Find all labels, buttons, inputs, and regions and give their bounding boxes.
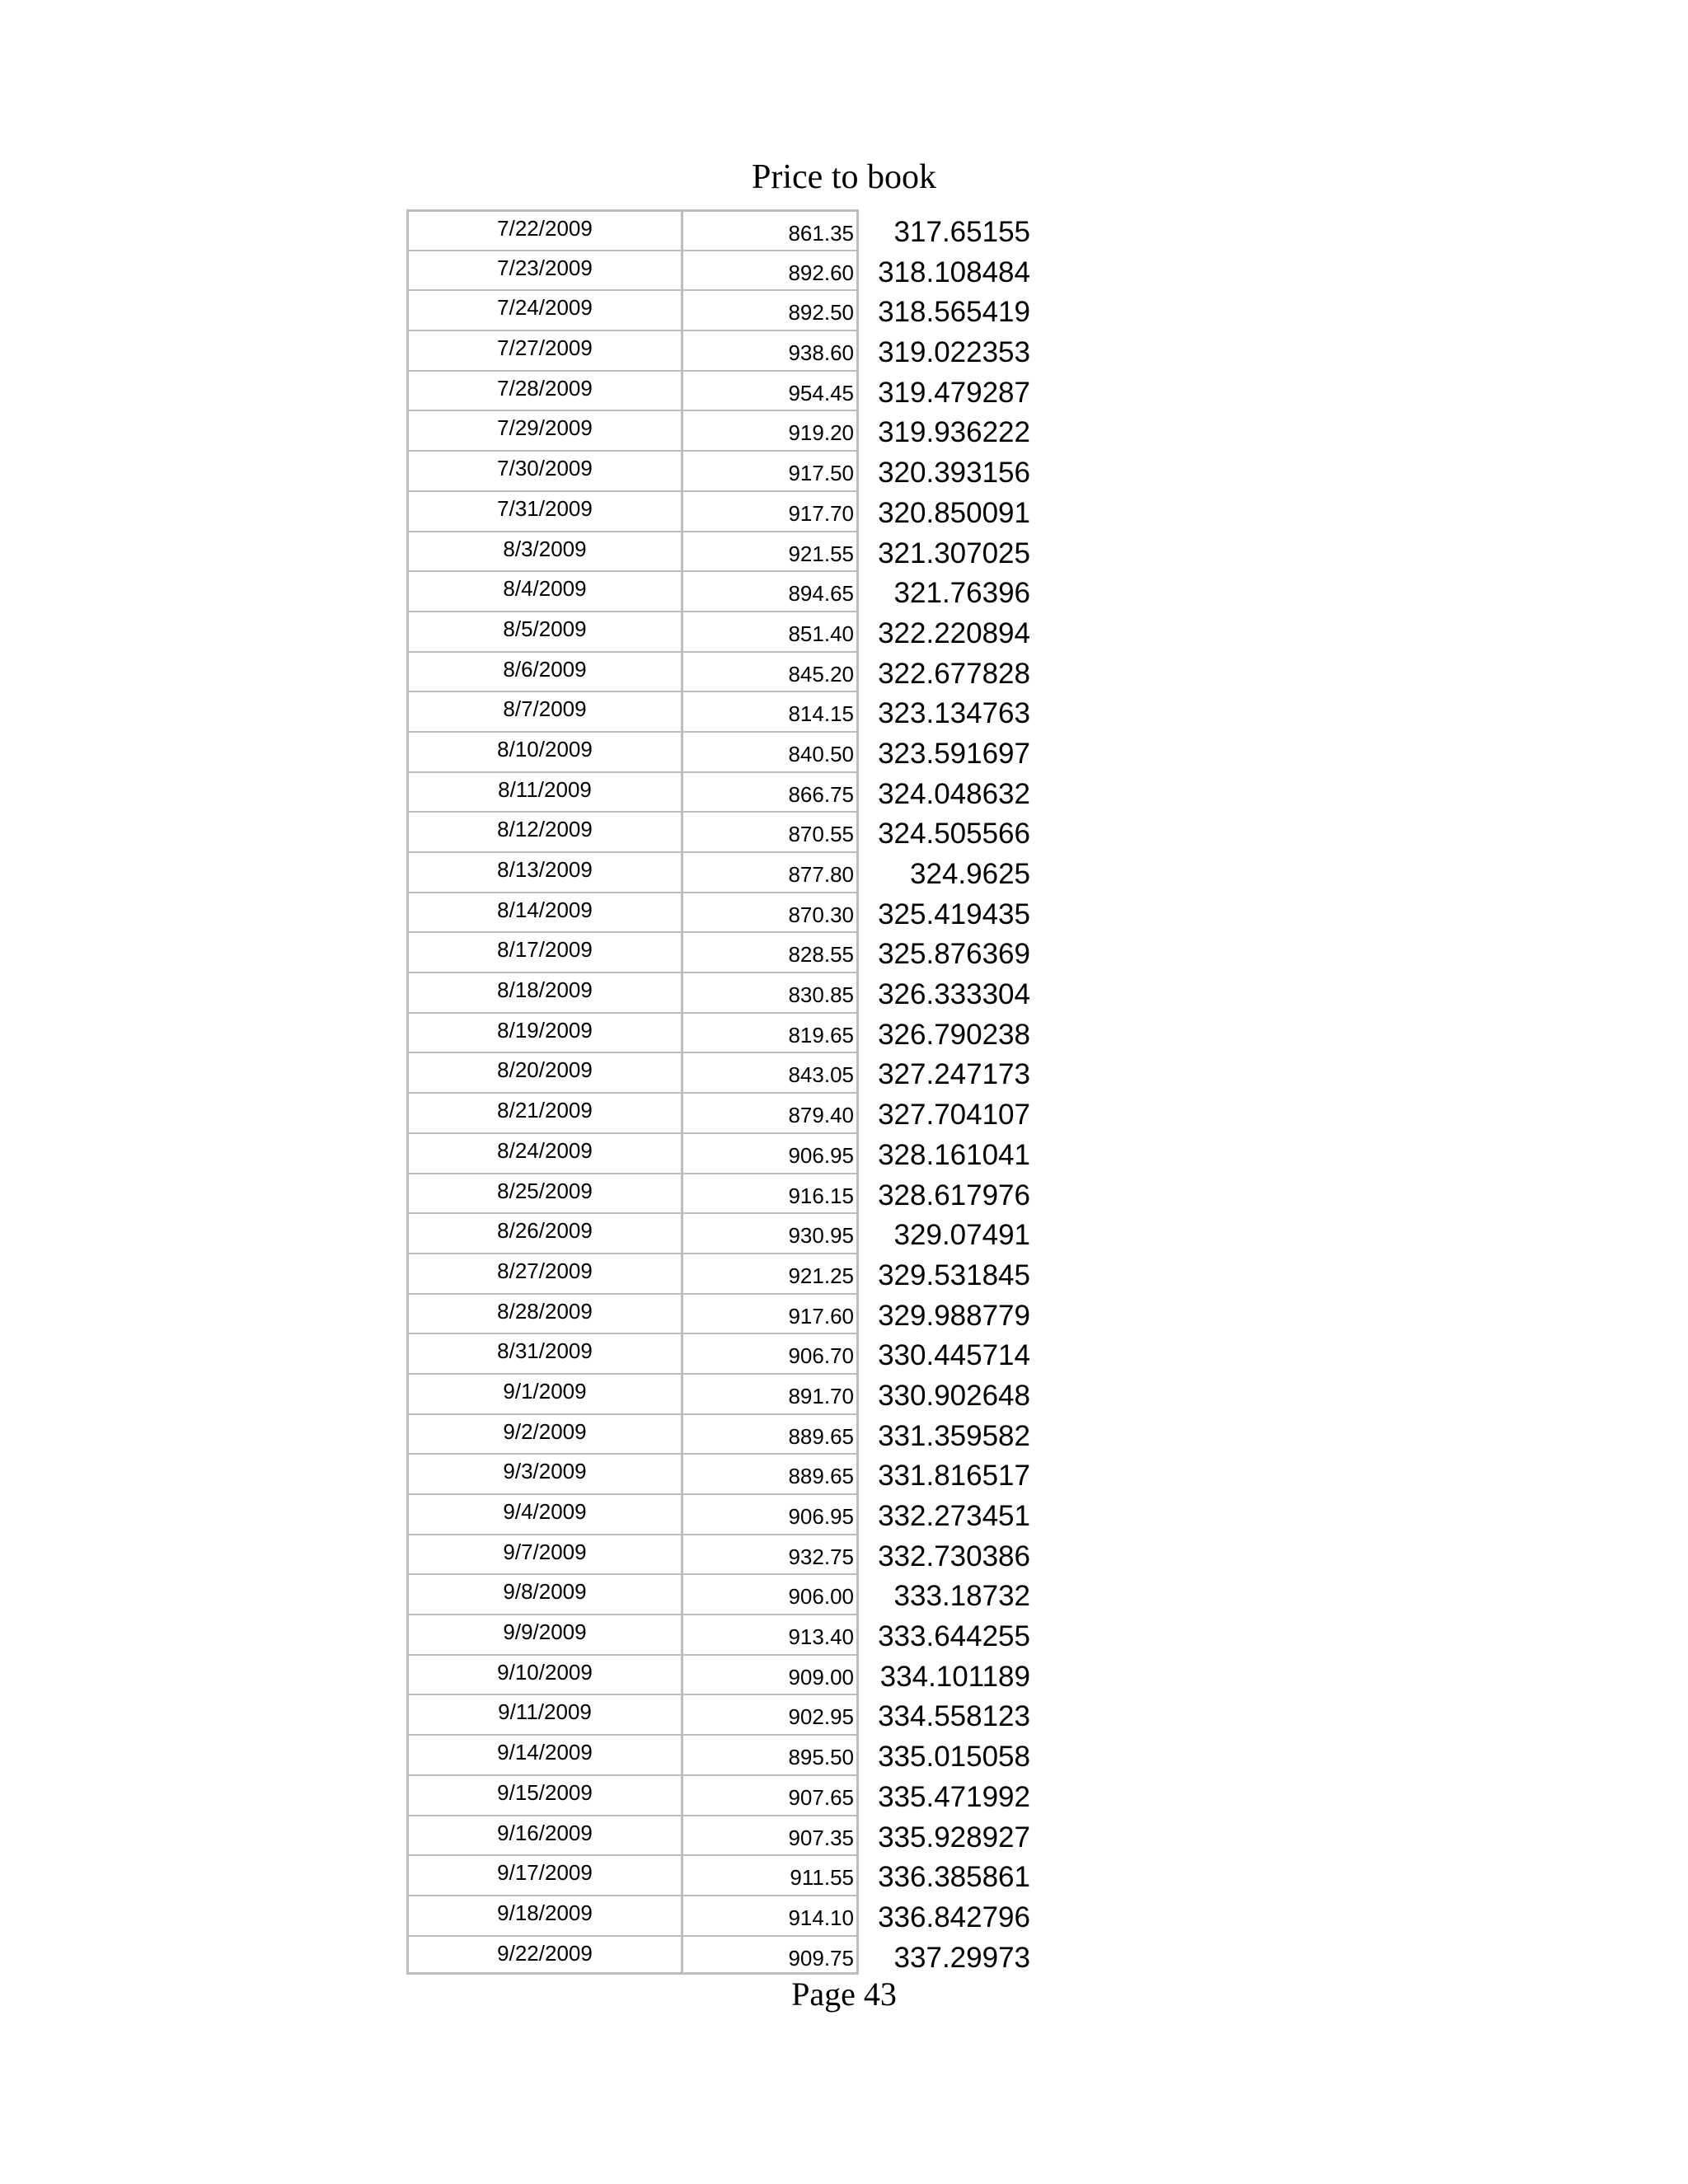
price-cell: 911.55 [683, 1854, 859, 1895]
price-to-book-value: 331.359582 [878, 1419, 1030, 1452]
price-cell: 851.40 [683, 611, 859, 651]
price-to-book-value: 325.876369 [878, 938, 1030, 971]
price-to-book-value: 325.419435 [878, 898, 1030, 930]
price-to-book-value: 327.704107 [878, 1099, 1030, 1132]
price-cell: 917.70 [683, 490, 859, 531]
price-cell: 906.00 [683, 1573, 859, 1614]
price-cell: 938.60 [683, 330, 859, 370]
price-to-book-value: 332.273451 [878, 1500, 1030, 1532]
price-cell: 902.95 [683, 1694, 859, 1734]
date-cell: 9/4/2009 [406, 1493, 683, 1534]
price-to-book-value: 324.048632 [878, 777, 1030, 810]
price-cell: 906.70 [683, 1333, 859, 1373]
table-row [406, 1413, 1247, 1454]
table-row [406, 1132, 1247, 1173]
date-cell: 8/11/2009 [406, 771, 683, 812]
date-cell: 8/7/2009 [406, 691, 683, 731]
table-row [406, 1854, 1247, 1895]
table-row [406, 209, 1247, 250]
price-cell: 889.65 [683, 1413, 859, 1454]
price-cell: 843.05 [683, 1052, 859, 1092]
table-row [406, 531, 1247, 571]
price-cell: 917.60 [683, 1293, 859, 1333]
table-row [406, 1293, 1247, 1333]
price-cell: 845.20 [683, 651, 859, 691]
price-to-book-value: 322.677828 [878, 657, 1030, 690]
price-cell: 830.85 [683, 972, 859, 1012]
table-row [406, 450, 1247, 490]
table-row [406, 1774, 1247, 1815]
date-cell: 8/19/2009 [406, 1012, 683, 1052]
date-cell: 8/17/2009 [406, 931, 683, 972]
price-to-book-value: 328.161041 [878, 1138, 1030, 1171]
table-row [406, 691, 1247, 731]
date-cell: 8/24/2009 [406, 1132, 683, 1173]
price-to-book-value: 335.015058 [878, 1741, 1030, 1774]
price-to-book-value: 321.76396 [893, 577, 1030, 610]
date-cell: 8/12/2009 [406, 811, 683, 851]
price-cell: 866.75 [683, 771, 859, 812]
price-to-book-value: 326.790238 [878, 1018, 1030, 1051]
table-row [406, 1333, 1247, 1373]
date-cell: 9/14/2009 [406, 1734, 683, 1774]
price-to-book-value: 328.617976 [878, 1179, 1030, 1212]
price-cell: 914.10 [683, 1895, 859, 1935]
price-to-book-value: 326.333304 [878, 978, 1030, 1011]
price-cell: 891.70 [683, 1373, 859, 1413]
table-row [406, 611, 1247, 651]
date-cell: 9/7/2009 [406, 1534, 683, 1574]
price-to-book-value: 336.842796 [878, 1900, 1030, 1933]
price-to-book-value: 335.928927 [878, 1821, 1030, 1854]
price-cell: 828.55 [683, 931, 859, 972]
table-row [406, 651, 1247, 691]
price-cell: 954.45 [683, 370, 859, 410]
price-to-book-value: 320.393156 [878, 457, 1030, 490]
price-to-book-value: 330.445714 [878, 1339, 1030, 1372]
price-cell: 907.35 [683, 1815, 859, 1855]
table-row [406, 731, 1247, 771]
price-to-book-value: 330.902648 [878, 1379, 1030, 1412]
price-to-book-value: 334.558123 [878, 1700, 1030, 1733]
price-to-book-value: 332.730386 [878, 1540, 1030, 1572]
date-cell: 8/5/2009 [406, 611, 683, 651]
date-cell: 7/22/2009 [406, 209, 683, 250]
price-cell: 840.50 [683, 731, 859, 771]
price-cell: 889.65 [683, 1453, 859, 1493]
date-cell: 8/21/2009 [406, 1092, 683, 1132]
price-cell: 870.55 [683, 811, 859, 851]
date-cell: 8/31/2009 [406, 1333, 683, 1373]
table-row [406, 1493, 1247, 1534]
date-cell: 8/10/2009 [406, 731, 683, 771]
price-cell: 879.40 [683, 1092, 859, 1132]
table-row [406, 1815, 1247, 1855]
price-cell: 917.50 [683, 450, 859, 490]
price-to-book-value: 318.108484 [878, 255, 1030, 288]
table-row [406, 811, 1247, 851]
price-to-book-value: 323.134763 [878, 697, 1030, 730]
table-row [406, 771, 1247, 812]
table-row [406, 1694, 1247, 1734]
price-to-book-value: 317.65155 [893, 216, 1030, 248]
price-cell: 894.65 [683, 570, 859, 611]
table-row [406, 1935, 1247, 1975]
price-cell: 913.40 [683, 1614, 859, 1654]
price-cell: 916.15 [683, 1173, 859, 1213]
price-to-book-value: 323.591697 [878, 737, 1030, 770]
table-row [406, 1573, 1247, 1614]
price-cell: 932.75 [683, 1534, 859, 1574]
data-table [406, 209, 1247, 1975]
price-to-book-value: 329.531845 [878, 1258, 1030, 1291]
price-cell: 877.80 [683, 851, 859, 892]
table-row [406, 1052, 1247, 1092]
table-row [406, 410, 1247, 450]
table-row [406, 1373, 1247, 1413]
date-cell: 8/13/2009 [406, 851, 683, 892]
date-cell: 8/6/2009 [406, 651, 683, 691]
price-to-book-value: 336.385861 [878, 1861, 1030, 1894]
price-to-book-value: 333.18732 [893, 1580, 1030, 1613]
date-cell: 9/16/2009 [406, 1815, 683, 1855]
date-cell: 8/4/2009 [406, 570, 683, 611]
price-cell: 919.20 [683, 410, 859, 450]
date-cell: 8/20/2009 [406, 1052, 683, 1092]
date-cell: 9/9/2009 [406, 1614, 683, 1654]
price-to-book-value: 321.307025 [878, 537, 1030, 569]
date-cell: 9/22/2009 [406, 1935, 683, 1975]
date-cell: 7/23/2009 [406, 250, 683, 290]
price-cell: 814.15 [683, 691, 859, 731]
date-cell: 9/10/2009 [406, 1654, 683, 1694]
price-cell: 906.95 [683, 1132, 859, 1173]
date-cell: 8/14/2009 [406, 892, 683, 932]
table-row [406, 1614, 1247, 1654]
table-row [406, 1534, 1247, 1574]
date-cell: 9/15/2009 [406, 1774, 683, 1815]
date-cell: 7/30/2009 [406, 450, 683, 490]
price-to-book-value: 319.022353 [878, 336, 1030, 369]
price-to-book-value: 319.936222 [878, 416, 1030, 449]
date-cell: 9/2/2009 [406, 1413, 683, 1454]
table-row [406, 1654, 1247, 1694]
price-to-book-value: 329.07491 [893, 1219, 1030, 1252]
date-cell: 9/11/2009 [406, 1694, 683, 1734]
table-row [406, 1212, 1247, 1253]
table-row [406, 490, 1247, 531]
table-row [406, 1012, 1247, 1052]
price-cell: 909.75 [683, 1935, 859, 1975]
date-cell: 8/25/2009 [406, 1173, 683, 1213]
price-to-book-value: 320.850091 [878, 496, 1030, 529]
price-to-book-value: 335.471992 [878, 1780, 1030, 1813]
price-cell: 819.65 [683, 1012, 859, 1052]
table-row [406, 1092, 1247, 1132]
price-cell: 906.95 [683, 1493, 859, 1534]
price-to-book-value: 319.479287 [878, 376, 1030, 409]
date-cell: 9/1/2009 [406, 1373, 683, 1413]
date-cell: 7/24/2009 [406, 289, 683, 330]
price-cell: 907.65 [683, 1774, 859, 1815]
table-row [406, 931, 1247, 972]
page-number: Page 43 [791, 1975, 897, 2013]
date-cell: 8/27/2009 [406, 1253, 683, 1293]
date-cell: 8/26/2009 [406, 1212, 683, 1253]
price-cell: 892.60 [683, 250, 859, 290]
page-title: Price to book [752, 158, 936, 196]
date-cell: 9/18/2009 [406, 1895, 683, 1935]
price-to-book-value: 334.101189 [879, 1660, 1030, 1693]
price-to-book-value: 322.220894 [878, 616, 1030, 649]
table-row [406, 330, 1247, 370]
price-cell: 895.50 [683, 1734, 859, 1774]
price-to-book-value: 324.9625 [910, 858, 1030, 890]
date-cell: 8/28/2009 [406, 1293, 683, 1333]
price-to-book-value: 329.988779 [878, 1299, 1030, 1332]
table-row [406, 972, 1247, 1012]
price-cell: 930.95 [683, 1212, 859, 1253]
date-cell: 9/3/2009 [406, 1453, 683, 1493]
date-cell: 9/17/2009 [406, 1854, 683, 1895]
date-cell: 7/31/2009 [406, 490, 683, 531]
table-row [406, 250, 1247, 290]
date-cell: 8/18/2009 [406, 972, 683, 1012]
table-row [406, 370, 1247, 410]
date-cell: 8/3/2009 [406, 531, 683, 571]
date-cell: 7/27/2009 [406, 330, 683, 370]
price-cell: 892.50 [683, 289, 859, 330]
table-row [406, 851, 1247, 892]
price-to-book-value: 324.505566 [878, 818, 1030, 851]
price-cell: 861.35 [683, 209, 859, 250]
price-to-book-value: 318.565419 [878, 296, 1030, 329]
date-cell: 9/8/2009 [406, 1573, 683, 1614]
price-to-book-value: 337.29973 [893, 1941, 1030, 1974]
table-row [406, 1453, 1247, 1493]
table-row [406, 892, 1247, 932]
date-cell: 7/29/2009 [406, 410, 683, 450]
price-to-book-value: 331.816517 [878, 1460, 1030, 1493]
table-row [406, 570, 1247, 611]
price-cell: 909.00 [683, 1654, 859, 1694]
table-row [406, 1734, 1247, 1774]
price-to-book-value: 327.247173 [878, 1058, 1030, 1091]
price-cell: 870.30 [683, 892, 859, 932]
table-row [406, 289, 1247, 330]
price-cell: 921.55 [683, 531, 859, 571]
price-to-book-value: 333.644255 [878, 1620, 1030, 1653]
price-cell: 921.25 [683, 1253, 859, 1293]
date-cell: 7/28/2009 [406, 370, 683, 410]
table-row [406, 1253, 1247, 1293]
table-row [406, 1173, 1247, 1213]
table-row [406, 1895, 1247, 1935]
